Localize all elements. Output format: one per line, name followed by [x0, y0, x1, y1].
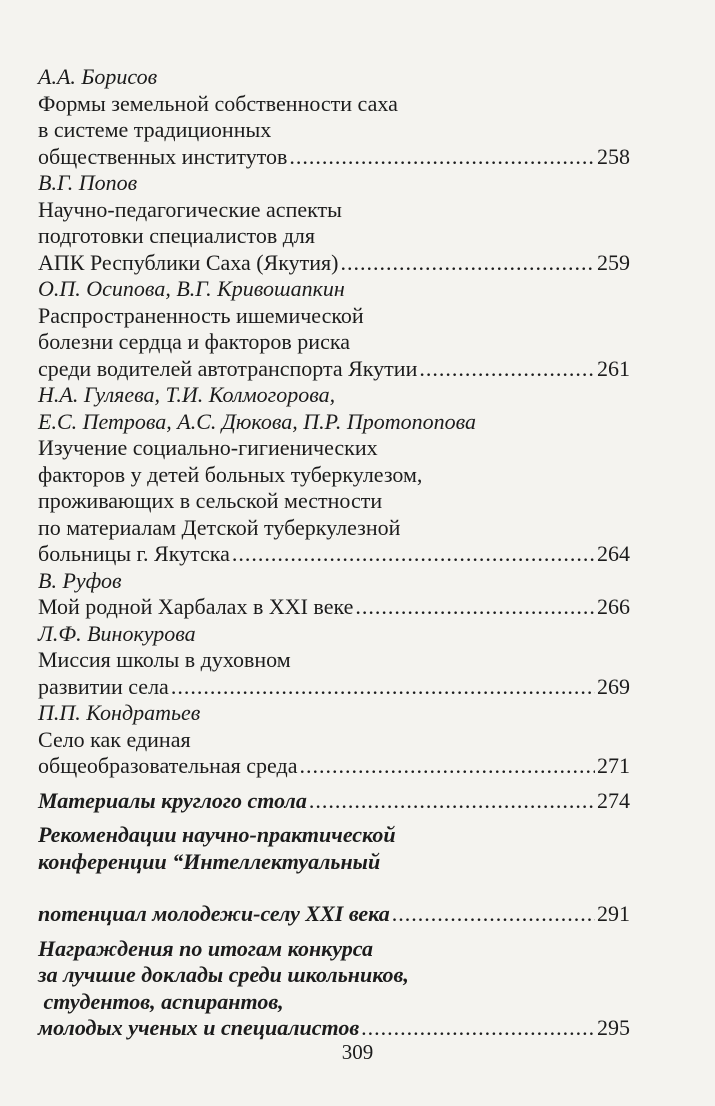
dot-leader [309, 788, 595, 815]
entry-title-end: среди водителей автотранспорта Якутии [38, 355, 418, 381]
section-title: Материалы круглого стола [38, 787, 307, 813]
spacer [38, 780, 630, 788]
section-last-line [38, 901, 630, 928]
entry-title-end: АПК Республики Саха (Якутия) [38, 249, 339, 275]
toc-entry [38, 276, 630, 382]
entry-last-line [38, 144, 630, 171]
table-of-contents [38, 64, 630, 1042]
section-last-line [38, 1015, 630, 1042]
section-title-line: Награждения по итогам конкурса [38, 935, 373, 961]
entry-title-end: больницы г. Якутска [38, 541, 230, 566]
page-ref: 266 [597, 594, 630, 619]
page-ref: 258 [597, 143, 630, 169]
entry-title-line: Формы земельной собственности саха [38, 90, 398, 116]
entry-title-line: факторов у детей больных туберкулезом, [38, 461, 423, 487]
toc-entry [38, 568, 630, 621]
section-last-line [38, 788, 630, 815]
toc-entry [38, 382, 630, 568]
entry-title-line: болезни сердца и факторов риска [38, 329, 350, 354]
page-number: 309 [341, 1040, 374, 1064]
section-title-line: конференции “Интеллектуальный [38, 848, 381, 874]
toc-entry [38, 170, 630, 276]
entry-title-end: общественных институтов [38, 143, 288, 169]
dot-leader [289, 144, 595, 171]
entry-authors: В. Руфов [38, 567, 122, 593]
dot-leader [299, 753, 595, 780]
spacer [38, 875, 630, 901]
entry-title-line: Изучение социально-гигиенических [38, 435, 378, 460]
toc-entry [38, 621, 630, 701]
entry-title-line: подготовки специалистов для [38, 223, 316, 248]
entry-title-line: проживающих в сельской местности [38, 488, 383, 513]
entry-authors: П.П. Кондратьев [38, 700, 201, 725]
entry-authors: Л.Ф. Винокурова [38, 620, 196, 646]
entry-title-end: общеобразовательная среда [38, 753, 298, 778]
dot-leader [419, 356, 595, 383]
entry-title-line: Распространенность ишемической [38, 302, 364, 328]
page-ref: 264 [597, 541, 630, 566]
toc-entry [38, 64, 630, 170]
entry-authors: Е.С. Петрова, А.С. Дюкова, П.Р. Протопопова [38, 408, 477, 434]
dot-leader [361, 1015, 595, 1042]
page-ref: 291 [597, 901, 630, 926]
toc-entry [38, 700, 630, 780]
entry-authors: Н.А. Гуляева, Т.И. Колмогорова, [38, 382, 336, 407]
entry-title-line: Миссия школы в духовном [38, 647, 291, 672]
entry-last-line [38, 674, 630, 701]
entry-title-line: по материалам Детской туберкулезной [38, 514, 401, 540]
dot-leader [232, 541, 595, 568]
dot-leader [392, 901, 595, 928]
page-ref: 295 [597, 1015, 630, 1040]
section-title-line: Рекомендации научно-практической [38, 822, 396, 847]
page-ref: 259 [597, 249, 630, 275]
entry-authors: А.А. Борисов [38, 64, 158, 89]
toc-section [38, 788, 630, 815]
entry-last-line [38, 541, 630, 568]
section-title-line: за лучшие доклады среди школьников, [38, 962, 409, 987]
dot-leader [355, 594, 595, 621]
toc-section [38, 936, 630, 1042]
section-title-line: студентов, аспирантов, [38, 988, 284, 1014]
entry-authors: О.П. Осипова, В.Г. Кривошапкин [38, 276, 345, 301]
entry-title-line: в системе традиционных [38, 117, 272, 142]
entry-title-line: Научно-педагогические аспекты [38, 196, 342, 222]
entry-last-line [38, 356, 630, 383]
spacer [38, 928, 630, 936]
dot-leader [171, 674, 595, 701]
entry-last-line [38, 594, 630, 621]
entry-last-line [38, 753, 630, 780]
entry-last-line [38, 250, 630, 277]
entry-title-line: Село как единая [38, 726, 191, 752]
entry-title-end: развитии села [38, 673, 169, 699]
page-ref: 271 [597, 753, 630, 778]
page-ref: 269 [597, 673, 630, 699]
toc-section [38, 822, 630, 928]
spacer [38, 814, 630, 822]
entry-authors: В.Г. Попов [38, 170, 138, 195]
section-title-end: потенциал молодежи-селу XXI века [38, 901, 390, 926]
page-ref: 261 [597, 355, 630, 381]
entry-title-end: Мой родной Харбалах в XXI веке [38, 594, 354, 619]
section-title-end: молодых ученых и специалистов [38, 1015, 360, 1040]
page-ref: 274 [597, 787, 630, 813]
dot-leader [340, 250, 595, 277]
